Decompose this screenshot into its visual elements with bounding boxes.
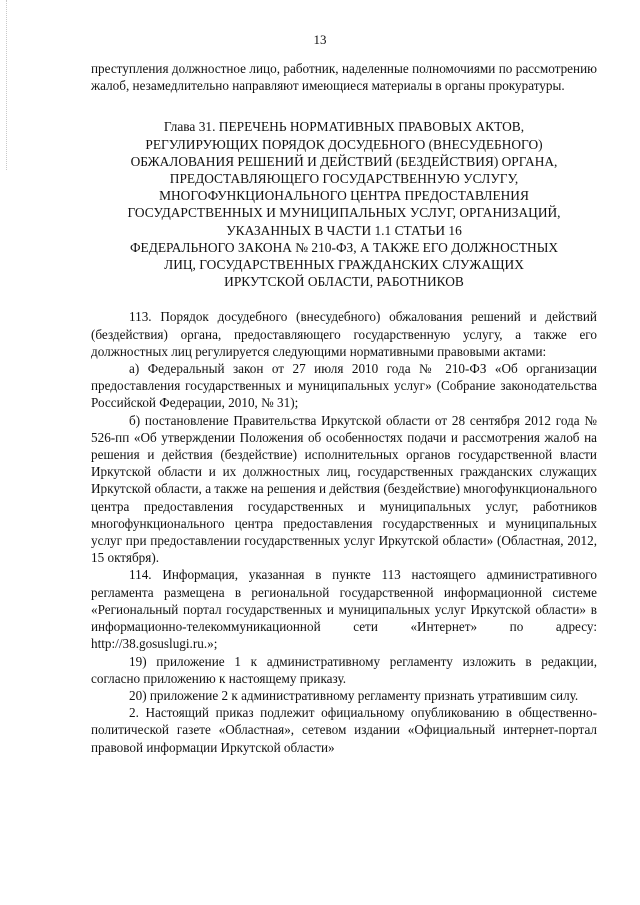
heading-line: РЕГУЛИРУЮЩИХ ПОРЯДОК ДОСУДЕБНОГО (ВНЕСУДЕБНОГО) [145, 136, 543, 152]
heading-line: ИРКУТСКОЙ ОБЛАСТИ, РАБОТНИКОВ [224, 274, 464, 290]
paragraph-20: 20) приложение 2 к административному регламенту признать утратившим силу. [129, 687, 579, 703]
heading-line: ЛИЦ, ГОСУДАРСТВЕННЫХ ГРАЖДАНСКИХ СЛУЖАЩИХ [164, 257, 524, 273]
document-body [91, 60, 597, 756]
paragraph-113: 113. Порядок досудебного (внесудебного) обжалования решений и действий (бездействия) органа, предоставляющего государственную услугу, а также его должностных лиц регулируется следующими нормативными правовыми актами: [91, 309, 597, 359]
heading-line: МНОГОФУНКЦИОНАЛЬНОГО ЦЕНТРА ПРЕДОСТАВЛЕНИЯ [159, 188, 529, 204]
paragraph-114: 114. Информация, указанная в пункте 113 настоящего административного регламента размещена в региональной государственной информационной системе «Региональный портал государственных и муниципальных услуг Иркутской области» в информационно-телекоммуникационной сети «Интернет» по адресу: http://38.gosuslugi.ru.»; [91, 567, 597, 652]
heading-line: УКАЗАННЫХ В ЧАСТИ 1.1 СТАТЬИ 16 [226, 222, 462, 238]
heading-line: Глава 31. ПЕРЕЧЕНЬ НОРМАТИВНЫХ ПРАВОВЫХ АКТОВ, [163, 119, 525, 135]
paragraph-113-b: б) постановление Правительства Иркутской области от 28 сентября 2012 года № 526-пп «Об утверждении Положения об особенностях подачи и рассмотрения жалоб на решения и действия (бездействие) исполнительных органов государственной власти Иркутской области и их должностных лиц, государственных гражданских служащих Иркутской области, а также на решения и действия (бездействие) многофункционального центра предоставления государственных и муниципальных услуг, работников многофункционального центра предоставления государственных и муниципальных услуг при предоставлении государственных услуг Иркутской области» (Областная, 2012, 15 октября). [91, 412, 597, 566]
heading-line: ОБЖАЛОВАНИЯ РЕШЕНИЙ И ДЕЙСТВИЙ (БЕЗДЕЙСТВИЯ) ОРГАНА, [130, 153, 558, 169]
paragraph-intro: преступления должностное лицо, работник, наделенные полномочиями по рассмотрению жалоб, незамедлительно направляют имеющиеся материалы в органы прокуратуры. [91, 61, 597, 94]
heading-line: ПРЕДОСТАВЛЯЮЩЕГО ГОСУДАРСТВЕННУЮ УСЛУГУ, [169, 171, 519, 187]
chapter-heading [91, 118, 597, 290]
paragraph-19: 19) приложение 1 к административному регламенту изложить в редакции, согласно приложению к настоящему приказу. [91, 653, 597, 686]
page-number: 13 [313, 32, 327, 47]
paragraph-113-a: а) Федеральный закон от 27 июля 2010 года № 210-ФЗ «Об организации предоставления государственных и муниципальных услуг» (Собрание законодательства Российской Федерации, 2010, № 31); [91, 361, 597, 411]
heading-line: ГОСУДАРСТВЕННЫХ И МУНИЦИПАЛЬНЫХ УСЛУГ, ОРГАНИЗАЦИЙ, [127, 205, 561, 221]
paragraph-2: 2. Настоящий приказ подлежит официальному опубликованию в общественно-политической газете «Областная», сетевом издании «Официальный интернет-портал правовой информации Иркутской области» [91, 705, 597, 755]
scan-edge-marks [6, 0, 8, 170]
heading-line: ФЕДЕРАЛЬНОГО ЗАКОНА № 210-ФЗ, А ТАКЖЕ ЕГО ДОЛЖНОСТНЫХ [129, 239, 559, 255]
